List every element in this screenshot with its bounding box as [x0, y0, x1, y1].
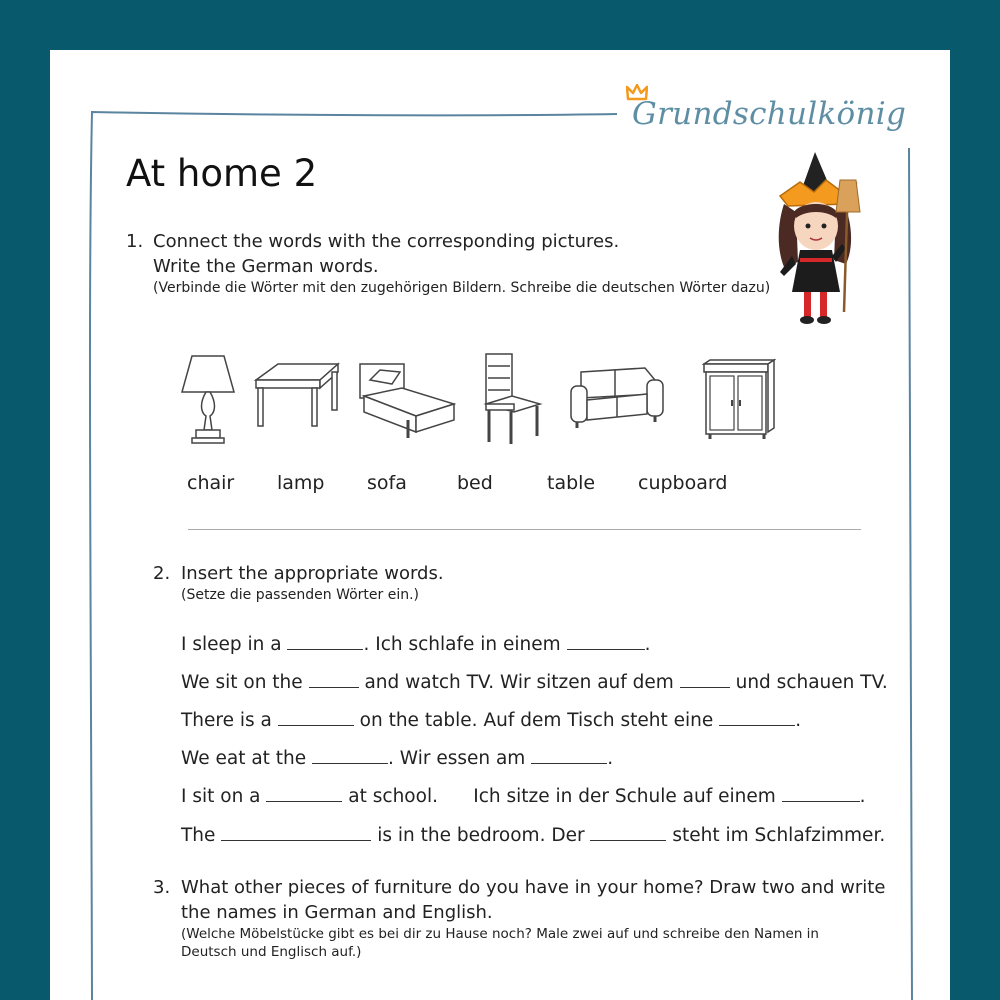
- task1-number: 1.: [126, 231, 144, 252]
- sentence-text: .: [607, 748, 614, 769]
- task3-hint-1: (Welche Möbelstücke gibt es bei dir zu Hause noch? Male zwei auf und schreibe den Namen in: [181, 926, 819, 942]
- blank-field[interactable]: [278, 712, 354, 726]
- blank-field[interactable]: [719, 712, 795, 726]
- blank-field[interactable]: [266, 788, 342, 802]
- task3-line1: What other pieces of furniture do you have in your home? Draw two and write: [181, 877, 886, 898]
- task2-line1: Insert the appropriate words.: [181, 563, 444, 584]
- blank-field[interactable]: [287, 636, 363, 650]
- blank-field[interactable]: [567, 636, 645, 650]
- task1-hint: (Verbinde die Wörter mit den zugehörigen Bildern. Schreibe die deutschen Wörter dazu): [153, 280, 771, 296]
- sentence-text: We sit on the: [181, 672, 303, 693]
- sentence-text: on the table. Auf dem Tisch steht eine: [359, 710, 714, 731]
- sentence-text: at school.: [348, 786, 438, 807]
- sentence-text: Ich sitze in der Schule auf einem: [473, 786, 776, 807]
- sentence-text: steht im Schlafzimmer.: [672, 825, 886, 846]
- bed-icon: [358, 358, 456, 440]
- task1: [126, 229, 143, 254]
- sentence-5: [181, 786, 866, 807]
- sentence-text: .: [644, 634, 651, 655]
- word-chair: chair: [187, 472, 235, 494]
- sentence-2: [181, 672, 888, 693]
- task3-number: 3.: [153, 877, 171, 898]
- sentence-text: The: [181, 825, 216, 846]
- chair-icon: [482, 352, 544, 446]
- blank-field[interactable]: [312, 750, 388, 764]
- blank-field[interactable]: [590, 827, 666, 841]
- task1-line1: Connect the words with the corresponding pictures.: [153, 231, 620, 252]
- sentence-text: There is a: [181, 710, 272, 731]
- blank-field[interactable]: [309, 674, 359, 688]
- task2-hint: (Setze die passenden Wörter ein.): [181, 587, 420, 603]
- sentence-text: .: [795, 710, 802, 731]
- task1-line2: Write the German words.: [153, 256, 379, 277]
- brand-logo: Grundschulkönig: [632, 96, 907, 132]
- word-cupboard: cupboard: [638, 472, 728, 494]
- sentence-text: I sleep in a: [181, 634, 282, 655]
- task3-hint-2: Deutsch und Englisch auf.): [181, 944, 362, 960]
- lamp-icon: [178, 350, 238, 446]
- sentence-text: und schauen TV.: [735, 672, 888, 693]
- word-sofa: sofa: [367, 472, 407, 494]
- blank-field[interactable]: [531, 750, 607, 764]
- sentence-1: [181, 634, 650, 655]
- word-table: table: [547, 472, 596, 494]
- sentence-4: [181, 748, 613, 769]
- blank-field[interactable]: [221, 827, 371, 841]
- word-bed: bed: [457, 472, 493, 494]
- sentence-text: and watch TV. Wir sitzen auf dem: [364, 672, 674, 693]
- table-icon: [254, 362, 340, 428]
- word-lamp: lamp: [277, 472, 325, 494]
- blank-field[interactable]: [782, 788, 860, 802]
- task2-instructions: [181, 561, 444, 604]
- sentence-text: . Wir essen am: [388, 748, 526, 769]
- answer-line[interactable]: [188, 529, 861, 530]
- blank-field[interactable]: [680, 674, 730, 688]
- witch-illustration: [770, 152, 880, 332]
- sentence-3: [181, 710, 801, 731]
- sentence-text: I sit on a: [181, 786, 261, 807]
- task1-instructions: [153, 229, 770, 297]
- sentence-6: [181, 825, 885, 846]
- task2-number: 2.: [153, 563, 171, 584]
- sentence-text: We eat at the: [181, 748, 307, 769]
- sentence-text: is in the bedroom. Der: [377, 825, 585, 846]
- page-title: At home 2: [126, 152, 318, 195]
- sentence-text: . Ich schlafe in einem: [363, 634, 561, 655]
- sentence-text: .: [859, 786, 866, 807]
- cupboard-icon: [702, 358, 776, 440]
- sofa-icon: [569, 364, 665, 430]
- task3-instructions: [181, 875, 885, 961]
- task3-line2: the names in German and English.: [181, 902, 493, 923]
